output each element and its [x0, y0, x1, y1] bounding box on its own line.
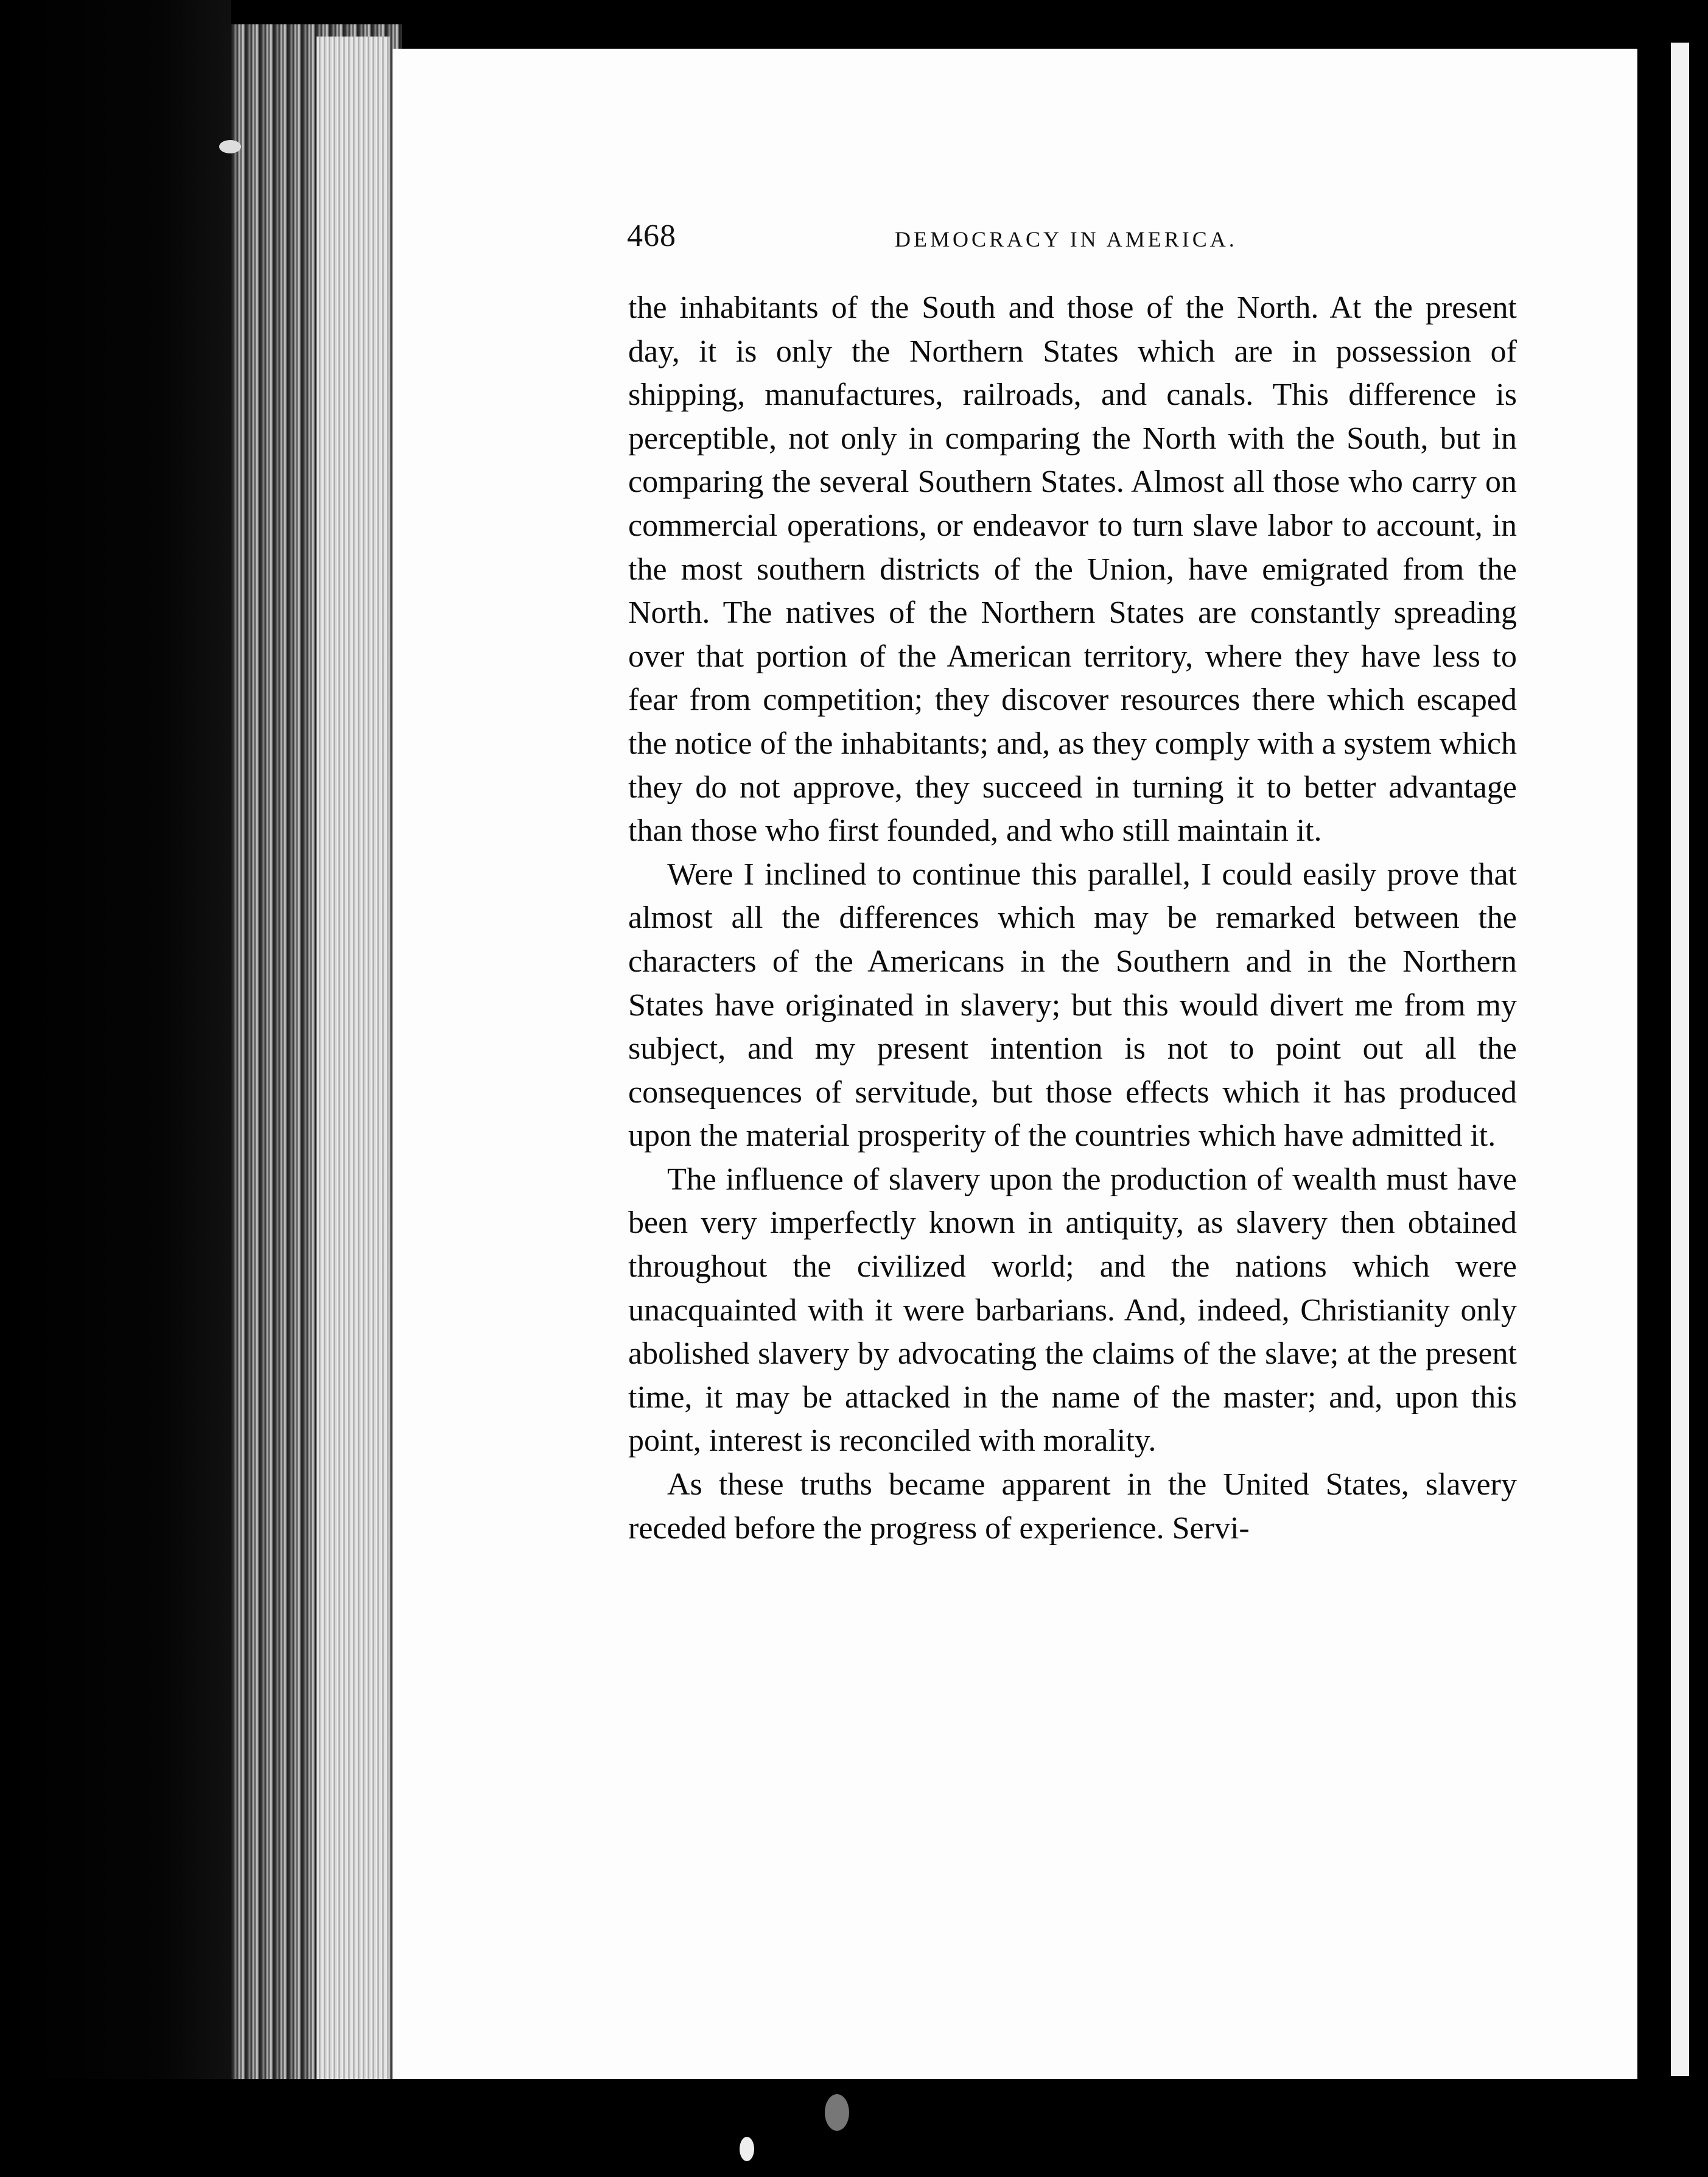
- dust-speck: [219, 140, 241, 153]
- next-page-edge: [1671, 43, 1689, 2076]
- page-number: 468: [627, 219, 676, 253]
- book-binding-shadow: [0, 0, 231, 2177]
- paragraph-2: Were I inclined to continue this parallel, I could easily prove that almost all the differences which may be remarked between the characters of the Americans in the Southern and in the Northern States have originated in slavery; but this would divert me from my subject, and my present intention is not to point out all the consequences of servitude, but those effects which it has produced upon the material prosperity of the countries which have admitted it.: [628, 857, 1517, 1154]
- page-header: [627, 218, 1248, 261]
- book-page-edges-inner: [317, 37, 390, 2094]
- running-title: DEMOCRACY IN AMERICA.: [895, 227, 1237, 251]
- bottom-scan-mark: [740, 2137, 754, 2161]
- paragraph-1: the inhabitants of the South and those of the North. At the present day, it is only the Northern States which are in possession of shipping, manufactures, railroads, and canals. This difference is perceptible, not only in comparing the North with the South, but in comparing the several Southern States. Almost all those who carry on commercial operations, or endeavor to turn slave labor to account, in the most southern districts of the Union, have emigrated from the North. The natives of the Northern States are constantly spreading over that portion of the American territory, where they have less to fear from competition; they discover resources there which escaped the notice of the inhabitants; and, as they comply with a system which they do not approve, they succeed in turning it to better advantage than those who first founded, and who still maintain it.: [628, 290, 1517, 849]
- paragraph-3: The influence of slavery upon the production of wealth must have been very imperfectly known in antiquity, as slavery then obtained throughout the civilized world; and the nations which were unacquainted with it were barbarians. And, indeed, Christianity only abolished slavery by advocating the claims of the slave; at the present time, it may be attacked in the name of the master; and, upon this point, interest is reconciled with morality.: [628, 1162, 1517, 1459]
- body-text: [628, 286, 1517, 1550]
- bottom-scan-mark: [825, 2094, 849, 2131]
- paragraph-4: As these truths became apparent in the United States, slavery receded before the progress of experience. Servi-: [628, 1467, 1517, 1546]
- bottom-scan-border: [0, 2079, 1708, 2177]
